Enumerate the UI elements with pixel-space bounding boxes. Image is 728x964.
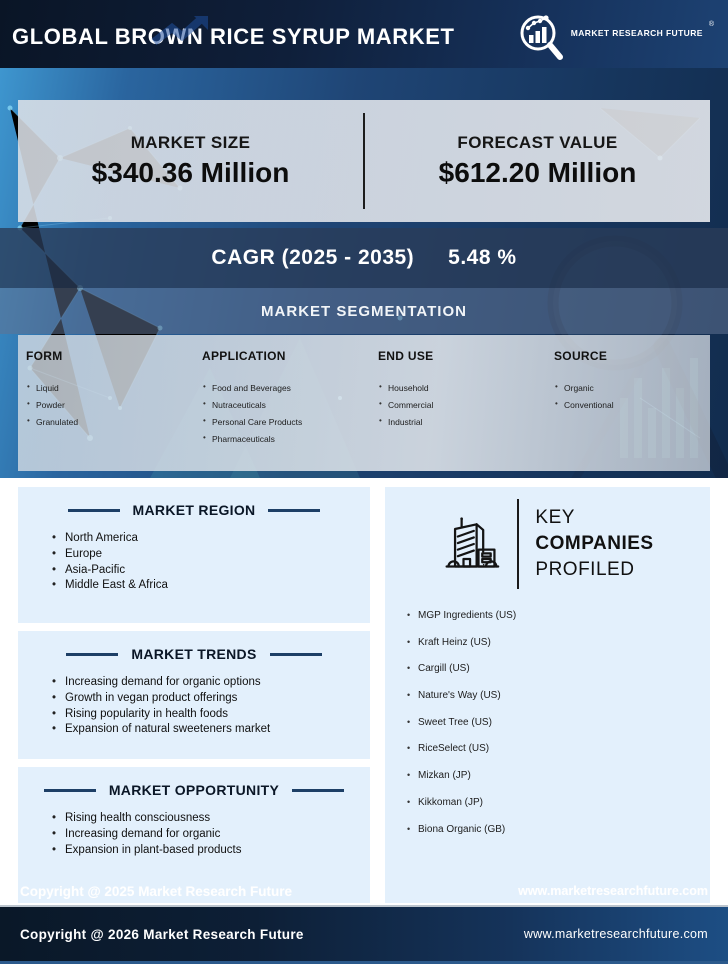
info-panel-heading <box>18 646 370 662</box>
info-item: • Increasing demand for organic <box>52 827 370 843</box>
segmentation-item-list <box>202 383 378 444</box>
info-panel <box>18 767 370 903</box>
market-size-label: MARKET SIZE <box>130 133 251 152</box>
content-section <box>0 478 728 905</box>
company-item: • Mizkan (JP) <box>407 771 710 781</box>
info-panel-title: MARKET OPPORTUNITY <box>108 782 280 798</box>
segmentation-column-heading: FORM <box>26 349 63 363</box>
segmentation-item: • Pharmaceuticals <box>202 434 378 444</box>
cagr-value: 5.48 % <box>448 246 517 269</box>
hero-section <box>0 68 728 478</box>
info-item: • North America <box>52 531 370 547</box>
segmentation-item: • Nutraceuticals <box>202 400 378 410</box>
info-item-list <box>52 811 370 858</box>
segmentation-item-list <box>554 383 710 410</box>
cagr-band <box>0 228 728 288</box>
footer-bar <box>0 905 728 964</box>
forecast-value-value: $612.20 Million <box>438 157 637 188</box>
company-item: • Cargill (US) <box>407 664 710 674</box>
segmentation-column-heading: APPLICATION <box>202 349 286 363</box>
info-item: • Expansion in plant-based products <box>52 843 370 859</box>
segmentation-column <box>202 349 378 471</box>
left-column <box>18 487 370 905</box>
companies-list <box>407 611 710 835</box>
market-size-block <box>18 133 363 189</box>
segmentation-item-list <box>378 383 554 427</box>
segmentation-item: • Household <box>378 383 554 393</box>
info-item: • Europe <box>52 547 370 563</box>
heading-dash-left <box>68 509 120 512</box>
segmentation-item: • Personal Care Products <box>202 417 378 427</box>
heading-dash-left <box>44 789 96 792</box>
segmentation-title: MARKET SEGMENTATION <box>261 302 467 320</box>
heading-dash-left <box>66 653 118 656</box>
info-panel-heading <box>18 782 370 798</box>
info-item-list <box>52 531 370 594</box>
market-size-panel <box>18 100 710 222</box>
market-size-value: $340.36 Million <box>91 157 290 188</box>
info-panel-title: MARKET REGION <box>132 502 256 518</box>
company-item: • Kraft Heinz (US) <box>407 638 710 648</box>
segmentation-item: • Industrial <box>378 417 554 427</box>
key-companies-title-line3: PROFILED <box>535 559 635 580</box>
info-panel <box>18 631 370 759</box>
key-companies-panel <box>385 487 710 903</box>
segmentation-item: • Organic <box>554 383 710 393</box>
trend-arrow-icon <box>150 12 210 48</box>
segmentation-item: • Liquid <box>26 383 202 393</box>
segmentation-column-heading: END USE <box>378 349 434 363</box>
company-item: • Sweet Tree (US) <box>407 718 710 728</box>
info-item: • Rising health consciousness <box>52 811 370 827</box>
forecast-value-label: FORECAST VALUE <box>457 133 618 152</box>
segmentation-item: • Powder <box>26 400 202 410</box>
key-companies-title-line1: KEY <box>535 507 575 528</box>
segmentation-title-band <box>0 288 728 334</box>
registered-trademark-symbol: ® <box>708 21 714 28</box>
key-companies-header <box>385 499 710 589</box>
info-panel-heading <box>18 502 370 518</box>
page-title: GLOBAL BROWN RICE SYRUP MARKET <box>12 24 455 49</box>
right-column <box>385 487 710 905</box>
vertical-divider <box>517 499 519 589</box>
heading-dash-right <box>268 509 320 512</box>
key-companies-title-line2: COMPANIES <box>535 533 654 554</box>
cagr-label: CAGR (2025 - 2035) <box>211 246 415 269</box>
logo-wordmark: MARKET RESEARCH FUTURE <box>570 28 703 38</box>
watermark-copyright: Copyright @ 2025 Market Research Future <box>20 884 292 899</box>
company-item: • Kikkoman (JP) <box>407 798 710 808</box>
footer-website-link[interactable]: www.marketresearchfuture.com <box>523 927 708 941</box>
info-item: • Asia-Pacific <box>52 563 370 579</box>
building-icon <box>441 513 501 575</box>
segmentation-item: • Conventional <box>554 400 710 410</box>
info-item: • Middle East & Africa <box>52 578 370 594</box>
company-item: • Biona Organic (GB) <box>407 825 710 835</box>
segmentation-item: • Granulated <box>26 417 202 427</box>
company-item: • Nature's Way (US) <box>407 691 710 701</box>
info-item-list <box>52 675 370 738</box>
info-panel-title: MARKET TRENDS <box>131 646 257 662</box>
segmentation-column-heading: SOURCE <box>554 349 608 363</box>
company-item: • MGP Ingredients (US) <box>407 611 710 621</box>
footer-copyright: Copyright @ 2026 Market Research Future <box>20 926 304 942</box>
forecast-value-block <box>365 133 710 189</box>
heading-dash-right <box>292 789 344 792</box>
segmentation-column <box>378 349 554 471</box>
segmentation-item: • Food and Beverages <box>202 383 378 393</box>
segmentation-column <box>554 349 710 471</box>
header-bar <box>0 0 728 68</box>
info-item: • Growth in vegan product offerings <box>52 691 370 707</box>
mrfr-logo-icon <box>517 11 565 61</box>
key-companies-title <box>535 505 653 583</box>
market-research-future-logo <box>517 11 714 61</box>
segmentation-item: • Commercial <box>378 400 554 410</box>
watermark-website: www.marketresearchfuture.com <box>518 884 708 898</box>
company-item: • RiceSelect (US) <box>407 744 710 754</box>
info-item: • Rising popularity in health foods <box>52 707 370 723</box>
info-item: • Increasing demand for organic options <box>52 675 370 691</box>
info-panel <box>18 487 370 623</box>
segmentation-column <box>26 349 202 471</box>
segmentation-panel <box>18 335 710 471</box>
info-item: • Expansion of natural sweeteners market <box>52 722 370 738</box>
segmentation-item-list <box>26 383 202 427</box>
heading-dash-right <box>270 653 322 656</box>
